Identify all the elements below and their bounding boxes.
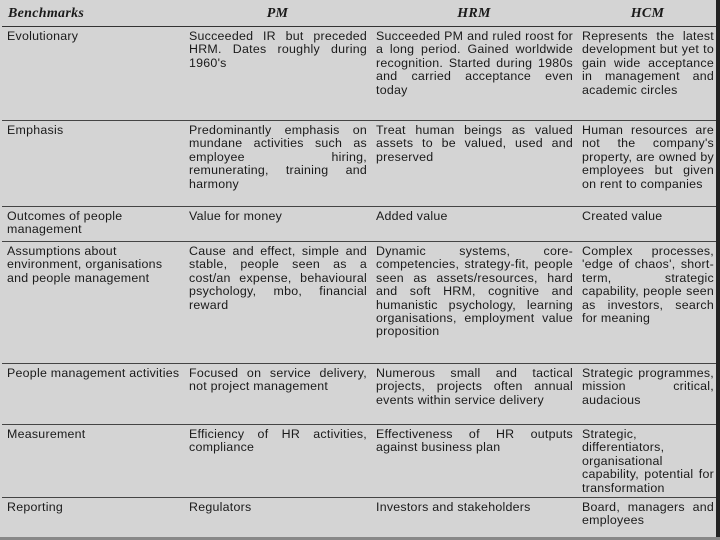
table-row bbox=[2, 364, 718, 425]
row-label: Evolutionary bbox=[2, 27, 184, 121]
pm-cell: Regulators bbox=[189, 500, 252, 515]
hrm-cell: Added value bbox=[371, 207, 577, 242]
hrm-cell: Succeeded PM and ruled roost for a long period. Gained worldwide recognition. Started during 1980s and carried acceptance even today bbox=[371, 27, 577, 121]
pm-cell: Efficiency of HR activities, compliance bbox=[184, 425, 371, 498]
row-label: Assumptions about environment, organisations and people management bbox=[2, 242, 184, 364]
pm-cell: Predominantly emphasis on mundane activities such as employee hiring, remunerating, training and harmony bbox=[184, 121, 371, 207]
pm-cell: Cause and effect, simple and stable, people seen as a cost/an expense, behavioural psychology, mbo, financial reward bbox=[184, 242, 371, 364]
hrm-cell: Investors and stakeholders bbox=[376, 500, 531, 515]
hrm-cell: Dynamic systems, core-competencies, strategy-fit, people seen as assets/resources, hard and soft HRM, cognitive and humanistic psychology, learning organisations, employment value proposition bbox=[371, 242, 577, 364]
table-row bbox=[2, 121, 718, 207]
hcm-cell: Created value bbox=[577, 207, 718, 242]
table-row bbox=[2, 425, 718, 498]
pm-cell: Focused on service delivery, not project management bbox=[184, 364, 371, 425]
table-row bbox=[2, 242, 718, 364]
header-hcm: HCM bbox=[577, 2, 718, 27]
hcm-cell: Complex processes, 'edge of chaos', short-term, strategic capability, people seen as investors, search for meaning bbox=[577, 242, 718, 364]
header-benchmarks: Benchmarks bbox=[2, 2, 184, 27]
row-label: Outcomes of people management bbox=[2, 207, 184, 242]
row-label: Emphasis bbox=[2, 121, 184, 207]
hcm-cell: Board, managers and employees bbox=[582, 500, 714, 528]
row-label: People management activities bbox=[2, 364, 184, 425]
hcm-cell: Strategic programmes, mission critical, audacious bbox=[577, 364, 718, 425]
header-pm: PM bbox=[184, 2, 371, 27]
hcm-cell: Human resources are not the company's property, are owned by employees but given on rent to companies bbox=[577, 121, 718, 207]
row-label: Reporting bbox=[7, 500, 63, 515]
hrm-cell: Numerous small and tactical projects, projects often annual events within service delivery bbox=[371, 364, 577, 425]
pm-cell: Value for money bbox=[184, 207, 371, 242]
table-row bbox=[2, 27, 718, 121]
comparison-table bbox=[2, 2, 718, 536]
table-row bbox=[2, 498, 718, 537]
hrm-cell: Treat human beings as valued assets to be valued, used and preserved bbox=[371, 121, 577, 207]
hrm-cell: Effectiveness of HR outputs against business plan bbox=[371, 425, 577, 498]
header-hrm: HRM bbox=[371, 2, 577, 27]
header-row bbox=[2, 2, 718, 27]
page-edge-right bbox=[716, 0, 720, 540]
hcm-cell: Strategic, differentiators, organisational capability, potential for transformation bbox=[577, 425, 718, 498]
hcm-cell: Represents the latest development but yet to gain wide acceptance in management and academic circles bbox=[577, 27, 718, 121]
pm-cell: Succeeded IR but preceded HRM. Dates roughly during 1960's bbox=[184, 27, 371, 121]
row-label: Measurement bbox=[2, 425, 184, 498]
table-row bbox=[2, 207, 718, 242]
